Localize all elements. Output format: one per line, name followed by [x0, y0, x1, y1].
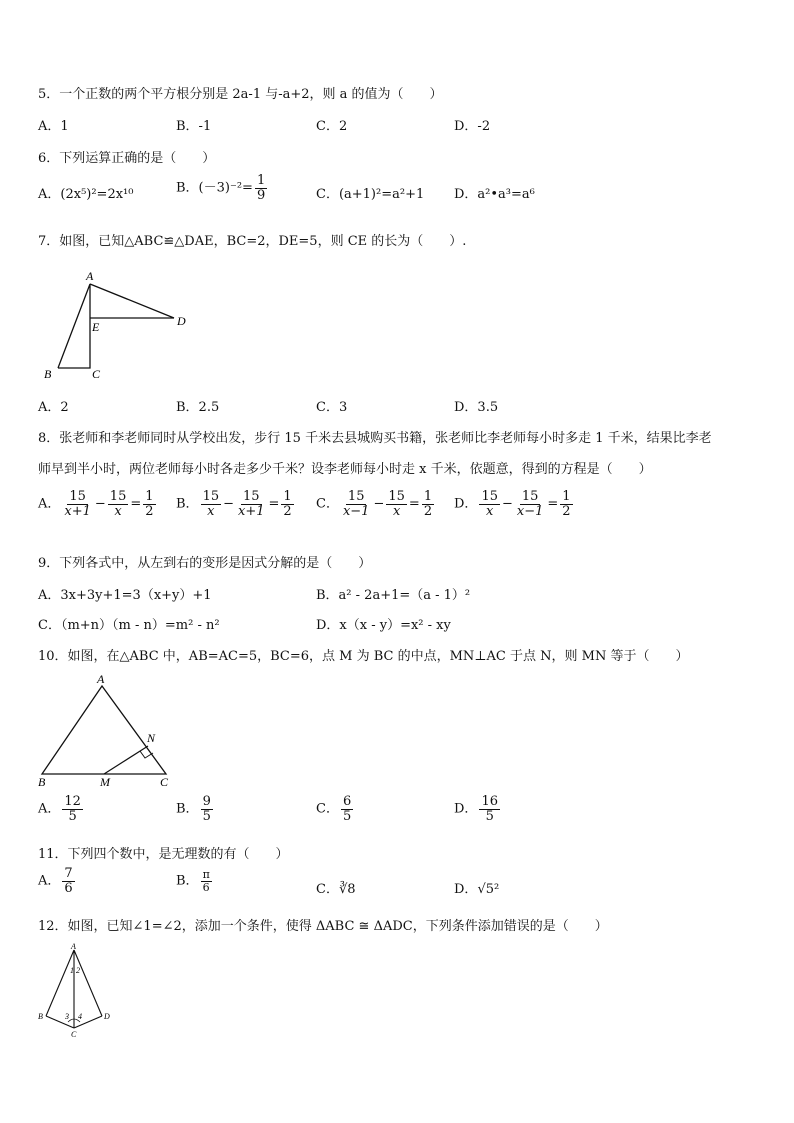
option-label: D．	[454, 882, 478, 897]
fraction	[236, 490, 267, 518]
q8-option-a	[38, 490, 158, 518]
fraction	[386, 490, 407, 518]
fraction	[479, 490, 500, 518]
fraction-numerator: 1	[145, 489, 154, 504]
fraction-denominator: 6	[64, 880, 73, 896]
fraction-denominator: x	[114, 503, 122, 519]
fraction	[201, 795, 213, 823]
q10-figure	[36, 670, 186, 792]
fraction	[201, 490, 222, 518]
fraction-numerator: 16	[481, 794, 498, 809]
q7-option-b: B．2.5	[176, 400, 220, 415]
q9-option-b: B．a² - 2a+1=（a - 1）²	[316, 588, 471, 603]
q10-label-c: C	[160, 775, 169, 789]
fraction-denominator: 5	[485, 808, 494, 824]
q12-label-d: D	[104, 1012, 110, 1021]
q7-label-b: B	[44, 367, 52, 381]
q11-option-a	[38, 867, 77, 895]
fraction-numerator: 15	[521, 489, 539, 504]
fraction-denominator: x	[392, 503, 401, 519]
option-label: A．	[38, 873, 61, 889]
fraction-denominator: 2	[283, 503, 292, 519]
fraction	[62, 490, 93, 518]
q10-label-b: B	[38, 775, 46, 789]
fraction-numerator: 15	[202, 489, 220, 504]
q7-label-c: C	[92, 367, 101, 381]
q10-option-c	[316, 795, 355, 823]
q7-label-a: A	[86, 269, 94, 283]
fraction-denominator: 5	[202, 808, 211, 824]
fraction-denominator: 9	[256, 187, 266, 203]
q5-option-a: A．1	[38, 119, 69, 134]
option-label: D．	[454, 801, 478, 817]
q11-option-c	[316, 878, 356, 897]
q10-option-d	[454, 795, 502, 823]
option-label: B．	[176, 873, 199, 889]
fraction-numerator: 15	[347, 489, 365, 504]
q8-stem-line2: 师早到半小时，两位老师每小时各走多少千米？设李老师每小时走 x 千米，依题意，得到的方程是（ ）	[38, 462, 652, 477]
q12-label-c: C	[71, 1030, 77, 1039]
q11-stem: 11．下列四个数中，是无理数的有（ ）	[38, 847, 289, 862]
fraction	[62, 795, 83, 823]
fraction-numerator: 12	[64, 794, 81, 809]
q12-stem: 12．如图，已知∠1=∠2，添加一个条件，使得 ΔABC ≅ ΔADC，下列条件添加错误的是（ ）	[38, 919, 608, 934]
q12-angle-3: 3	[65, 1012, 69, 1021]
fraction	[560, 490, 572, 518]
minus-sign: −	[223, 496, 235, 512]
fraction-denominator: x+1	[238, 503, 265, 519]
fraction	[108, 490, 129, 518]
fraction-denominator: 5	[342, 808, 352, 824]
equals-sign: =	[268, 496, 280, 512]
q11-a-fraction	[62, 867, 74, 895]
q7-figure	[36, 266, 196, 382]
q8-option-b	[176, 490, 296, 518]
option-label: B．	[176, 801, 199, 817]
fraction-numerator: 1	[283, 489, 292, 504]
fraction	[143, 490, 155, 518]
option-label: C．	[316, 882, 339, 897]
fraction-denominator: 5	[68, 808, 77, 824]
q12-angle-2: 2	[76, 966, 80, 975]
fraction-numerator: 15	[109, 489, 127, 504]
q10-label-n: N	[147, 731, 156, 745]
q12-figure	[34, 940, 124, 1040]
equals-sign: =	[408, 496, 420, 512]
q11-d-square-root: √5²	[477, 882, 500, 897]
equals-sign: =	[130, 496, 142, 512]
q7-label-d: D	[177, 314, 186, 328]
q6-b-fraction	[255, 174, 267, 202]
q9-option-c: C．（m+n）（m - n）=m² - n²	[38, 618, 220, 633]
q9-option-d: D．x（x - y）=x² - xy	[316, 618, 451, 633]
q6-option-d: D．a²•a³=a⁶	[454, 187, 535, 202]
fraction-denominator: x−1	[342, 503, 370, 519]
q12-label-a: A	[71, 942, 76, 951]
equals-sign: =	[547, 496, 559, 512]
q10-label-a: A	[97, 672, 105, 686]
q6-option-b	[176, 174, 269, 202]
q5-option-c: C．2	[316, 119, 348, 134]
fraction-numerator: π	[202, 868, 210, 881]
q6-option-c: C．(a+1)²=a²+1	[316, 187, 425, 202]
fraction-numerator: 6	[342, 794, 352, 809]
q6-stem: 6．下列运算正确的是（ ）	[38, 151, 216, 166]
q9-option-a: A．3x+3y+1=3（x+y）+1	[38, 588, 212, 603]
q11-option-b	[176, 869, 214, 893]
fraction-denominator: 2	[145, 503, 154, 519]
fraction-denominator: x+1	[64, 503, 91, 519]
fraction	[341, 490, 372, 518]
q7-label-e: E	[92, 320, 100, 334]
fraction-numerator: 1	[423, 489, 433, 504]
q11-option-d	[454, 878, 499, 897]
q10-option-b	[176, 795, 215, 823]
q8-option-c	[316, 490, 436, 518]
option-label: A．	[38, 801, 61, 817]
option-label: A．	[38, 496, 61, 512]
fraction	[422, 490, 434, 518]
fraction-numerator: 15	[69, 489, 86, 504]
minus-sign: −	[373, 496, 385, 512]
fraction-numerator: 15	[388, 489, 405, 504]
q7-stem: 7．如图，已知△ABC≌△DAE，BC=2，DE=5，则 CE 的长为（ ）.	[38, 234, 467, 249]
fraction-denominator: 6	[202, 880, 210, 894]
fraction	[515, 490, 546, 518]
fraction-numerator: 15	[481, 489, 498, 504]
q12-angle-4: 4	[78, 1012, 82, 1021]
fraction-numerator: 9	[202, 794, 211, 809]
fraction-denominator: 2	[423, 503, 433, 519]
q7-option-d: D．3.5	[454, 400, 499, 415]
q12-label-b: B	[38, 1012, 43, 1021]
q6-option-b-text: B．(－3)⁻²=	[176, 180, 253, 196]
q6-option-a: A．(2x⁵)²=2x¹⁰	[38, 187, 134, 202]
q11-c-cube-root: ∛8	[338, 882, 356, 897]
fraction-denominator: x	[207, 503, 215, 519]
fraction	[341, 795, 353, 823]
option-label: B．	[176, 496, 199, 512]
fraction	[281, 490, 293, 518]
q8-option-d	[454, 490, 575, 518]
fraction-numerator: 1	[562, 489, 571, 504]
q5-option-b: B．-1	[176, 119, 212, 134]
q7-option-c: C．3	[316, 400, 348, 415]
q5-stem: 5．一个正数的两个平方根分别是 2a-1 与-a+2，则 a 的值为（ ）	[38, 87, 443, 102]
minus-sign: −	[501, 496, 513, 512]
q11-b-fraction	[201, 869, 212, 893]
fraction-denominator: 2	[562, 503, 571, 519]
minus-sign: −	[94, 496, 106, 512]
fraction	[479, 795, 500, 823]
fraction-denominator: x−1	[516, 503, 544, 519]
fraction-numerator: 1	[256, 173, 266, 188]
q12-angle-1: 1	[70, 966, 74, 975]
q7-option-a: A．2	[38, 400, 69, 415]
q10-option-a	[38, 795, 85, 823]
q9-stem: 9．下列各式中，从左到右的变形是因式分解的是（ ）	[38, 556, 372, 571]
q8-stem-line1: 8．张老师和李老师同时从学校出发，步行 15 千米去县城购买书籍，张老师比李老师每小时多走 1 千米，结果比李老	[38, 431, 712, 446]
q10-label-m: M	[100, 775, 110, 789]
fraction-numerator: 15	[242, 489, 260, 504]
option-label: D．	[454, 496, 478, 512]
fraction-denominator: x	[486, 503, 494, 519]
q10-stem: 10．如图，在△ABC 中，AB=AC=5，BC=6，点 M 为 BC 的中点，MN⊥AC 于点 N，则 MN 等于（ ）	[38, 649, 689, 664]
option-label: C．	[316, 496, 339, 512]
q5-option-d: D．-2	[454, 119, 491, 134]
option-label: C．	[316, 801, 339, 817]
fraction-numerator: 7	[64, 866, 73, 881]
